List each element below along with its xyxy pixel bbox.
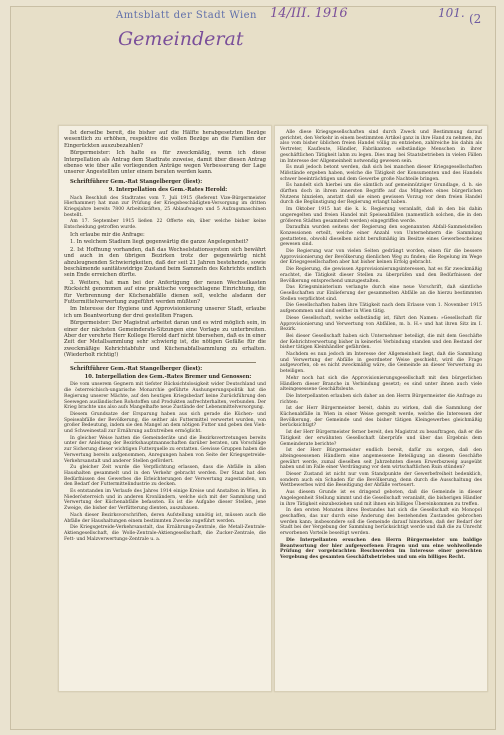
corner-mark: (2 xyxy=(469,12,482,26)
paragraph: Am 17. September 1915 ließen 22 Offerte ein, über welche bisher keine Entscheidung getroffen wurde. xyxy=(64,219,266,231)
paragraph: Diese Gesellschaft, welche selbständig ist, führt den Namen: »Gesellschaft für Approvisionierung und Verwertung von Abfällen, m. b. H.« und hat ihren Sitz im I. Bezirk. xyxy=(280,315,482,333)
paragraph: Dieser Zustand ist nicht nur vom Standpunkte der Gewerbefreiheit bedenklich, sondern auch ein Schaden für die Bevölkerung, denn durch die Ausschaltung des Wettbewerbes wird die Beseitigung der Abfälle verteuert. xyxy=(280,472,482,489)
paragraph: Im Interesse der Hygiene und Approvisionierung unserer Stadt, erlaube ich um Beantwortung der drei gestellten Fragen. xyxy=(64,306,266,319)
paragraph: Ich erlaube mir die Anfrage: xyxy=(70,231,145,238)
paragraph: 1. In welchem Stadium liegt gegenwärtig die ganze Angelegenheit? xyxy=(70,239,249,246)
paragraph: Es handelt sich hierbei um die sämtlich auf gemeinnütziger Grundlage, d. h. sie dürften doch in ihrem innersten Begriffe auf das Mitgehen eines bürgerlichen Nutzens hinzielen, anstatt daß sie einen gewissen Vorzug vor dem freien Handel durch die Begünstigung der Regierung erlangt haben. xyxy=(280,183,482,206)
paragraph: 3. Weiters, hat man bei der Anfertigung der neuen Wechselkasten Rücksicht genommen auf eine praktische vorgeschlagene Einrichtung, die für Verbrennung der Küchenabfälle dienen soll, welche alsdann der Futtermittelverwertung zugeführt werden müßten? xyxy=(64,279,266,305)
paragraph: Zu gleicher Zeit wurde die Verpflichtung erlassen, dass die Abfälle in allen Haushalten gesammelt und in den Verkehr gebracht werden. Der Staat hat den Bedürfnissen des Gewerbes die Erleichterungen der Verwertung zugestanden, um den Bedarf der Futtermittelindustrie zu decken. xyxy=(64,465,266,488)
paragraph: Die Kriegsgetreide-Verkehrsanstalt, das Ernährungs-Zentrale, die Metall-Zentrale-Aktiengesellschaft, die Wolle-Zentrale-Aktiengesellschaft, die Zucker-Zentrale, die Fett- und Malzverwertungs-Zentrale u. a. xyxy=(64,525,266,542)
paragraph: Es entstanden im Verlaufe des Jahres 1914 einige Kreise und Anstalten in Wien, in Niederösterreich und in anderen Kronländern, welche sich mit der Sammlung und Verwertung der Küchenabfälle befassten. Es ist die Aufgabe dieser Stellen, jene Zweige, die bisher der Verfütterung dienten, auszubauen. xyxy=(64,489,266,512)
interpellation-title: 10. Interpellation des Gem.-Rates Bremer und Genossen: xyxy=(84,374,252,380)
paragraph: 2. Ist Hoffnung vorhanden, daß das Wechselstationssystem sich bewährt und auch in den übrigen Bezirken trotz der gegenwärtig nicht abzuleugnenden Schwierigkeiten, daß der seit 21 Jahren bestehende, sowie beschämende sanitätswidrige Zustand beim Sammeln des Kehrichts endlich sein Ende erreichen dürfte. xyxy=(64,246,266,279)
paragraph: Das Kriegsministerium verlangte durch eine neue Vorschrift, daß sämtliche Gesellschaften zur Einlieferung der gesammelten Abfälle an die hierzu bestimmten Stellen verpflichtet sind. xyxy=(280,285,482,302)
clerk-heading: Schriftführer Gem.-Rat Stangelberger (liest): xyxy=(70,178,203,185)
divider xyxy=(74,362,256,363)
paragraph: Aus diesem Grunde ist es dringend geboten, daß die Gemeinde in dieser Angelegenheit Stellung nimmt und die Gesellschaft veranlaßt, die bisherigen Händler in ihre Tätigkeit einzubeziehen und mit ihnen ein billiges Übereinkommen zu treffen. xyxy=(280,490,482,507)
newspaper-clipping-right xyxy=(274,125,488,692)
paragraph: Die Interpellanten erlauben sich daher an den Herrn Bürgermeister die Anfrage zu richten: xyxy=(280,393,482,405)
clerk-heading: Schriftführer Gem.-Rat Stangelberger (liest): xyxy=(70,365,203,372)
handwritten-page-number: 101. xyxy=(438,6,465,20)
paragraph: Ist der Herr Bürgermeister ferner bereit, den Magistrat zu beauftragen, daß er die Tätigkeit der erwähnten Gesellschaft überprüfe und über das Ergebnis dem Gemeinderate berichte? xyxy=(280,430,482,447)
newspaper-stamp: Amtsblatt der Stadt Wien xyxy=(116,10,257,21)
paragraph: Bürgermeister: Der Magistrat arbeitet daran und es wird möglich sein, in einer der nächsten Gemeinderats-Sitzungen eine Vorlage zu unterbreiten. Aber der verehrte Herr Kollege Herold darf nicht übersehen, daß es in einer Zeit der Metallsammlung sehr schwierig ist, die nötigen Gefäße für die zweckmäßige Kehrichtabfuhr und Küchenabfallsammlung zu erhalten. (Wiederholt richtig!) xyxy=(64,320,266,359)
paragraph: Diesem Grundsatze der Ersparung haben aus sich gerade die Küchen- und Speiseabfälle der Bevölkerung, die seither als Futtermittel verwertet wurden, von großer Bedeutung, indem sie den Mangel an dem nötigen Futter und geben den Vieh- und Schweinestall zur Ernährung aufzutreiben ermöglicht. xyxy=(64,411,266,435)
section-heading: Gemeinderat xyxy=(118,28,244,50)
paragraph: Es muß jedoch betont werden, daß sich bei manchen dieser Kriegsgesellschaften Mißstände ergeben haben, welche die Tätigkeit der Konsumenten und des Handels schwer beeinträchtigen und dem Gewerbe große Nachteile bringen. xyxy=(280,165,482,182)
paragraph: Die Gesellschaften haben ihre Tätigkeit nach dem Erlasse vom 1. November 1915 aufgenommen und sind seither in Wien tätig. xyxy=(280,303,482,315)
paragraph: Daraufhin wurden seitens der Regierung den sogenannten Abfall-Sammelstellen Konzessionen erteilt, welche einer Anzahl von Unternehmern die Sammlung gestatteten, obwohl dieselben nicht berufsmäßig im Besitze eines Gewerbescheines gewesen sind. xyxy=(280,225,482,248)
paragraph: Bei dieser Gesellschaft haben sich Unternehmer beteiligt, die mit dem Geschäfte der Kehrichtverwertung bisher in keinerlei Verbindung standen und den Bestand der bisher tätigen Kleinhändler gefährden. xyxy=(280,333,482,351)
paragraph: In den ersten Monaten ihres Bestandes hat sich die Gesellschaft ein Monopol geschaffen, das nur durch eine Änderung des bestehenden Zustandes gebrochen werden kann; insbesondere soll die Gemeinde darauf hinwirken, daß der Bedarf der Stadt bei der Vergebung der Sammlung berücksichtigt werde und daß die zu Unrecht erworbenen Vorteile beseitigt werden. xyxy=(280,508,482,537)
paragraph: Die Regierung war von vielen Seiten gedrängt worden, einen für die bessere Approvisionierung der Bevölkerung dienlichen Weg zu finden; die Regelung im Wege der Kriegsgesellschaften aber hat bisher keinen Erfolg gebracht. xyxy=(280,249,482,266)
paragraph: In gleicher Weise hatten die Gemeinderäte und die Bezirksvertretungen bereits unter der Anleitung der Bezirkshauptmannschaften darüber beraten, um Vorschläge zur Sicherung dieser wichtigen Futterquelle zu erstatten. Gewisse Gruppen haben die Verwertung bereits aufgenommen, Anregungen haben von Seite der Kriegsgetreide-Verkehrsanstalt und anderer Stellen gefördert. xyxy=(64,435,266,464)
paragraph: Alle diese Kriegsgesellschaften sind durch Zweck und Bestimmung darauf gerichtet, den Verkehr in einem bestimmten Artikel ganz in ihre Hand zu nehmen, ihn also vom bisher üblichen freien Handel völlig zu entziehen, zahlreiche bis dahin als Vertreter, Kaufleute, Händler, Fabrikanten selbständige Menschen in ihrer geschäftlichen Tätigkeit lahm zu legen. Dies mag bei Staatsbetrieben in vielen Fällen im Interesse der Allgemeinheit notwendig gewesen sein. xyxy=(280,130,482,164)
handwritten-date: 14/III. 1916 xyxy=(270,6,348,21)
paragraph: Nach Beschluß des Stadtrates vom 7. Juli 1915 (Referent Vize-Bürgermeister Hierhammer) hat man zur Prüfung der Kriegsbeschädigten-Versorgung im dritten Kriegsjahre bereits 7800 Arbeitskräften, 25 Ablaufwagen und 5 Aufzugsmaschinen bestellt. xyxy=(64,195,266,218)
paragraph: Die Regierung, die gewissen Approvisionierungsinteressen, hat es für zweckmäßig erachtet, die Tätigkeit dieser Stellen zu überprüfen und den Bedürfnissen der Bevölkerung entsprechend umzugestalten. xyxy=(280,267,482,284)
paragraph: Nach dieser Bezirksvorschriften, deren Aufstellung unnötig ist, müssen auch die Abfälle der Haushaltungen einem bestimmten Zwecke zugeführt werden. xyxy=(64,512,266,524)
paragraph: Im Oktober 1915 hat die k. k. Regierung veranlaßt, daß in den bis dahin ungeregelten und freien Handel mit Speiseabfällen (namentlich solchen, die in den größeren Städten gesammelt werden) eingegriffen werde. xyxy=(280,207,482,224)
paragraph: Ist derselbe bereit, die bisher auf die Hälfte herabgesetzten Bezüge wesentlich zu erhöhen, respektive die vollen Bezüge an die Familien der Eingerückten auszubezahlen? xyxy=(64,130,266,149)
left-column-text xyxy=(59,126,271,547)
interpellation-title: 9. Interpellation des Gem.-Rates Herold: xyxy=(108,187,228,194)
paragraph: Die vom unserem Gegnern mit tiefster Rücksichtslosigkeit wider Deutschland und die österreichisch-ungarische Monarchie geführte Aushungerungspolitik hat die Regierung unserer Mächte, auf den heutigen Kriegsbedarf keine Zurückführung den Seewegen ausländischen Rohstoffen und Produkten aufrechterhalten, verbunden. Der Krieg brachte uns also aufs Mangelhafte neue Zustände der Lebensmittelversorgung. xyxy=(64,382,266,411)
paragraph: Ist der Herr Bürgermeister endlich bereit, dafür zu sorgen, daß den alteingesessenen Händlern eine angemessene Beteiligung an diesem Geschäfte gewährt werde, zumal dieselben seit Jahrzehnten diesen Erwerbszweig ausgeübt haben und im Falle einer Verdrängung vor dem wirtschaftlichen Ruin stünden? xyxy=(280,448,482,471)
paragraph: Mehr noch hat sich die Approvisionierungsgesellschaft mit den bürgerlichen Händlern dieser Branche in Verbindung gesetzt; es sind unter ihnen auch viele alteingesessene Geschäftsleute. xyxy=(280,375,482,393)
right-column-text xyxy=(275,126,487,566)
paragraph: Die Interpellanten ersuchen den Herrn Bürgermeister um baldige Beantwortung der hier aufgeworfenen Fragen und um eine wohlwollende Prüfung der vorgebrachten Beschwerden im Interesse einer gerechten Vergebung des gesamten Geschäftsbetriebes und um ein billiges Recht. xyxy=(280,537,482,560)
paragraph: Nachdem es nun jedoch im Interesse der Allgemeinheit liegt, daß die Sammlung und Verwertung der Abfälle in geordneter Weise geschieht, wird die Frage aufgeworfen, ob es nicht zweckmäßig wäre, die Gemeinde an dieser Verwertung zu beteiligen. xyxy=(280,352,482,375)
newspaper-clipping-left xyxy=(58,125,272,692)
paragraph: Bürgermeister: Ich halte es für zweckmäßig, wenn ich diese Interpellation als Antrag dem Stadtrate zuweise, damit über diesen Antrag ebenso wie über alle vorliegenden Anträge wegen Verbesserung der Lage unserer Angestellten unter einem beraten werden kann. xyxy=(64,150,266,176)
paragraph: Ist der Herr Bürgermeister bereit, dahin zu wirken, daß die Sammlung der Küchenabfälle in Wien in einer Weise geregelt werde, welche die Interessen der Bevölkerung, der Gemeinde und des bisher tätigen Kleingewerbes gleichmäßig berücksichtigt? xyxy=(280,406,482,429)
